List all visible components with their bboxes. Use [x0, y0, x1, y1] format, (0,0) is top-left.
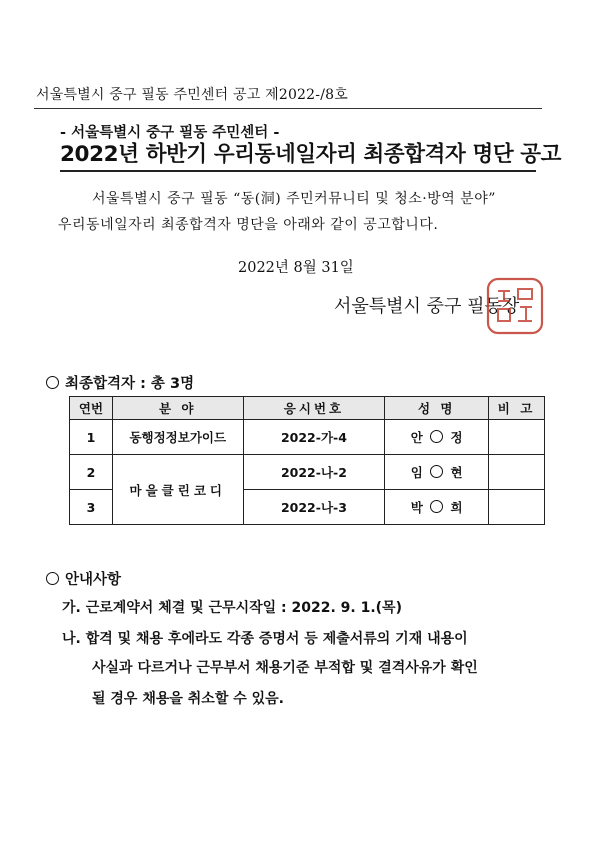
section-final-candidates: [46, 372, 194, 393]
row-number: 2: [70, 455, 113, 490]
table-row: [70, 420, 545, 455]
field-cell: 동행정정보가이드: [112, 420, 243, 455]
field-cell: 마을클린코디: [112, 455, 243, 525]
notice-date: 2022년 8월 31일: [238, 260, 354, 276]
intro-line-1: 서울특별시 중구 필동 “동(洞) 주민커뮤니티 및 청소·방역 분야”: [92, 191, 496, 207]
guidance-item-a: 가. 근로계약서 체결 및 근무시작일 : 2022. 9. 1.(목): [62, 600, 402, 616]
section-heading: 안내사항: [65, 572, 122, 588]
document-number: 서울특별시 중구 필동 주민센터 공고 제2022-/8호: [36, 87, 348, 103]
name-cell: 임 현: [385, 455, 489, 490]
guidance-item-b: 나. 합격 및 채용 후에라도 각종 증명서 등 제출서류의 기재 내용이: [62, 631, 468, 647]
column-header: 비 고: [489, 397, 545, 420]
exam-number-cell: 2022-가-4: [243, 420, 385, 455]
masked-name-circle-icon: [430, 430, 443, 443]
column-header: 성 명: [385, 397, 489, 420]
note-cell: [489, 420, 545, 455]
table-header-row: [70, 397, 545, 420]
official-seal-stamp: [484, 275, 546, 337]
row-number: 3: [70, 490, 113, 525]
section-heading: 최종합격자 : 총 3명: [65, 376, 195, 392]
final-candidates-table: [69, 396, 545, 525]
circle-bullet-icon: [46, 572, 59, 585]
table-row: [70, 455, 545, 490]
note-cell: [489, 490, 545, 525]
circle-bullet-icon: [46, 376, 59, 389]
masked-name-circle-icon: [430, 500, 443, 513]
name-cell: 박 희: [385, 490, 489, 525]
header-divider: [34, 108, 542, 109]
masked-name-circle-icon: [430, 465, 443, 478]
column-header: 응시번호: [243, 397, 385, 420]
guidance-item-b-continued: 될 경우 채용을 취소할 수 있음.: [92, 691, 284, 707]
intro-line-2: 우리동네일자리 최종합격자 명단을 아래와 같이 공고합니다.: [58, 217, 439, 233]
issuing-office-subtitle: - 서울특별시 중구 필동 주민센터 -: [60, 125, 280, 141]
note-cell: [489, 455, 545, 490]
section-guidance: [46, 568, 121, 589]
exam-number-cell: 2022-나-3: [243, 490, 385, 525]
guidance-item-b-continued: 사실과 다르거나 근무부서 채용기준 부적합 및 결격사유가 확인: [92, 660, 478, 676]
exam-number-cell: 2022-나-2: [243, 455, 385, 490]
column-header: 분 야: [112, 397, 243, 420]
notice-title: 2022년 하반기 우리동네일자리 최종합격자 명단 공고: [60, 142, 562, 167]
row-number: 1: [70, 420, 113, 455]
column-header: 연번: [70, 397, 113, 420]
issuer-name: 서울특별시 중구 필동장: [334, 296, 520, 317]
name-cell: 안 정: [385, 420, 489, 455]
title-underline: [60, 170, 536, 172]
